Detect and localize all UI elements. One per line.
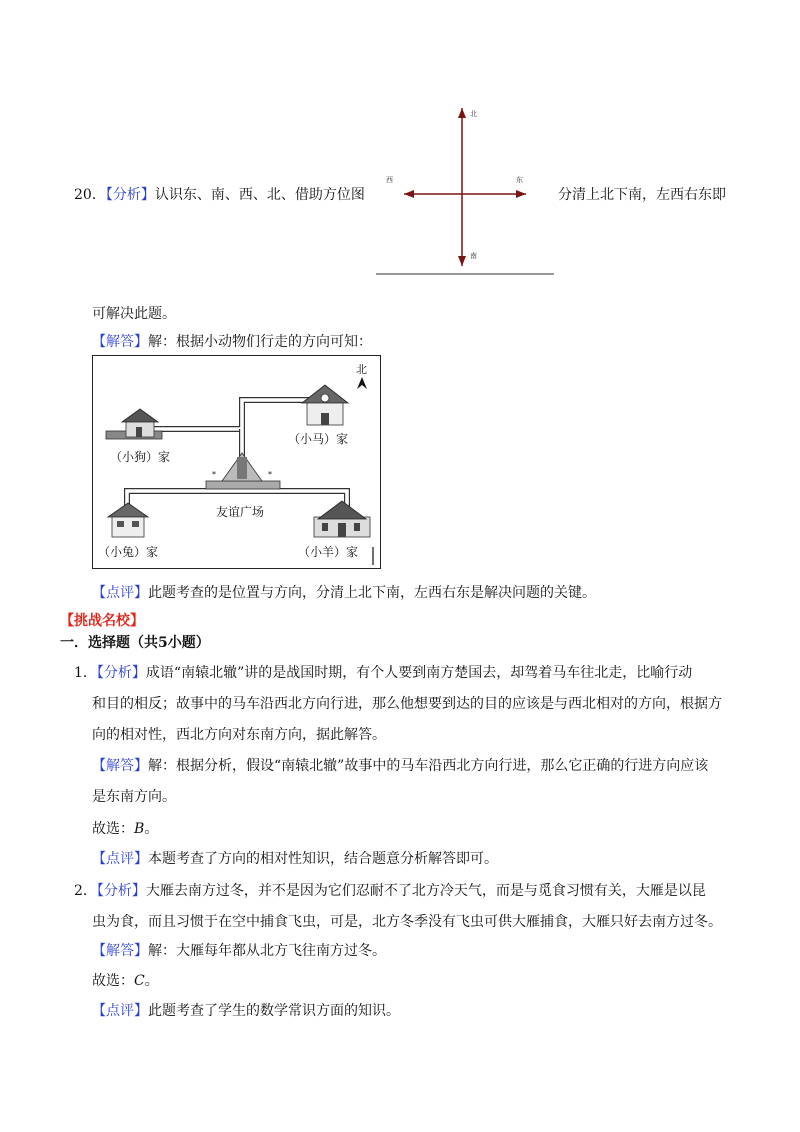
plaza-label: 友谊广场 [216, 505, 265, 519]
q20-answer [92, 331, 372, 351]
q2-comment [92, 1000, 400, 1020]
answer-text: 解：大雁每年都从北方飞往南方过冬。 [148, 943, 386, 959]
east-arrow-icon [516, 190, 526, 198]
q1-answer [92, 755, 708, 775]
comment-text: 此题考查了学生的数学常识方面的知识。 [148, 1003, 400, 1019]
part-title: 一．选择题（共5小题） [60, 635, 210, 651]
choice-letter: B [134, 821, 145, 837]
compass-west-label: 西 [386, 176, 393, 184]
question-number: 2． [74, 883, 97, 899]
q2-analysis-line2: 虫为食，而且习惯于在空中捕食飞虫，可是，北方冬季没有飞虫可供大雁捕食，大雁只好去南方过冬。 [92, 914, 722, 930]
compass-south-label: 南 [470, 252, 477, 260]
answer-text: 解：根据分析，假设“南辕北辙”故事中的马车沿西北方向行进，那么它正确的行进方向应该 [148, 758, 709, 774]
compass-east-label: 东 [516, 176, 523, 184]
analysis-tag: 【分析】 [105, 187, 155, 203]
q2-choice [92, 970, 159, 990]
q20-line1 [74, 184, 365, 204]
comment-tag: 【点评】 [92, 585, 148, 601]
q2-answer [92, 940, 386, 960]
challenge-title: 【挑战名校】 [60, 613, 144, 629]
sheep-home-label: （小羊）家 [298, 545, 359, 559]
answer-text: 解：根据小动物们行走的方向可知： [148, 334, 372, 350]
comment-text: 此题考查的是位置与方向，分清上北下南，左西右东是解决问题的关键。 [148, 585, 596, 601]
svg-text:*: * [268, 470, 272, 479]
comment-text: 本题考查了方向的相对性知识，结合题意分析解答即可。 [148, 851, 498, 867]
q1-analysis-line3: 向的相对性，西北方向对东南方向，据此解答。 [92, 727, 386, 743]
map-north-label: 北 [356, 363, 367, 376]
choice-prefix: 故选： [92, 821, 134, 837]
compass-north-label: 北 [470, 110, 477, 118]
comment-tag: 【点评】 [92, 1003, 148, 1019]
comment-tag: 【点评】 [92, 851, 148, 867]
north-arrow-icon [458, 108, 466, 118]
question-number: 20． [74, 187, 106, 203]
q1-choice [92, 818, 158, 838]
answer-tag: 【解答】 [92, 334, 148, 350]
analysis-continuation: 可解决此题。 [92, 306, 176, 322]
analysis-tag: 【分析】 [96, 883, 146, 899]
compass-figure [376, 100, 556, 276]
q1-answer-line2: 是东南方向。 [92, 789, 176, 805]
answer-tag: 【解答】 [92, 943, 148, 959]
west-arrow-icon [404, 190, 414, 198]
q2-line1 [74, 880, 706, 900]
choice-suffix: 。 [144, 821, 159, 837]
q20-comment [92, 582, 596, 602]
choice-prefix: 故选： [92, 973, 134, 989]
analysis-tag: 【分析】 [96, 665, 146, 681]
analysis-text: 认识东、南、西、北、借助方位图 [154, 187, 365, 203]
direction-map-figure [92, 355, 382, 570]
analysis-text: 大雁去南方过冬，并不是因为它们忍耐不了北方冷天气，而是与觅食习惯有关，大雁是以昆 [145, 883, 706, 899]
q1-line1 [74, 662, 692, 682]
south-arrow-icon [458, 256, 466, 266]
dog-home-label: （小狗）家 [110, 450, 171, 464]
analysis-text: 成语“南辕北辙”讲的是战国时期，有个人要到南方楚国去，却驾着马车往北走，比喻行动 [145, 665, 693, 681]
horse-home-label: （小马）家 [288, 432, 349, 446]
q1-analysis-line2: 和目的相反；故事中的马车沿西北方向行进，那么他想要到达的目的应该是与西北相对的方向，根据方 [92, 696, 722, 712]
choice-letter: C [134, 973, 145, 989]
question-number: 1． [74, 665, 97, 681]
choice-suffix: 。 [144, 973, 159, 989]
rabbit-home-label: （小兔）家 [98, 545, 159, 559]
analysis-text-after: 分清上北下南，左西右东即 [558, 187, 726, 203]
answer-tag: 【解答】 [92, 758, 148, 774]
q1-comment [92, 848, 498, 868]
svg-text:*: * [212, 470, 216, 479]
